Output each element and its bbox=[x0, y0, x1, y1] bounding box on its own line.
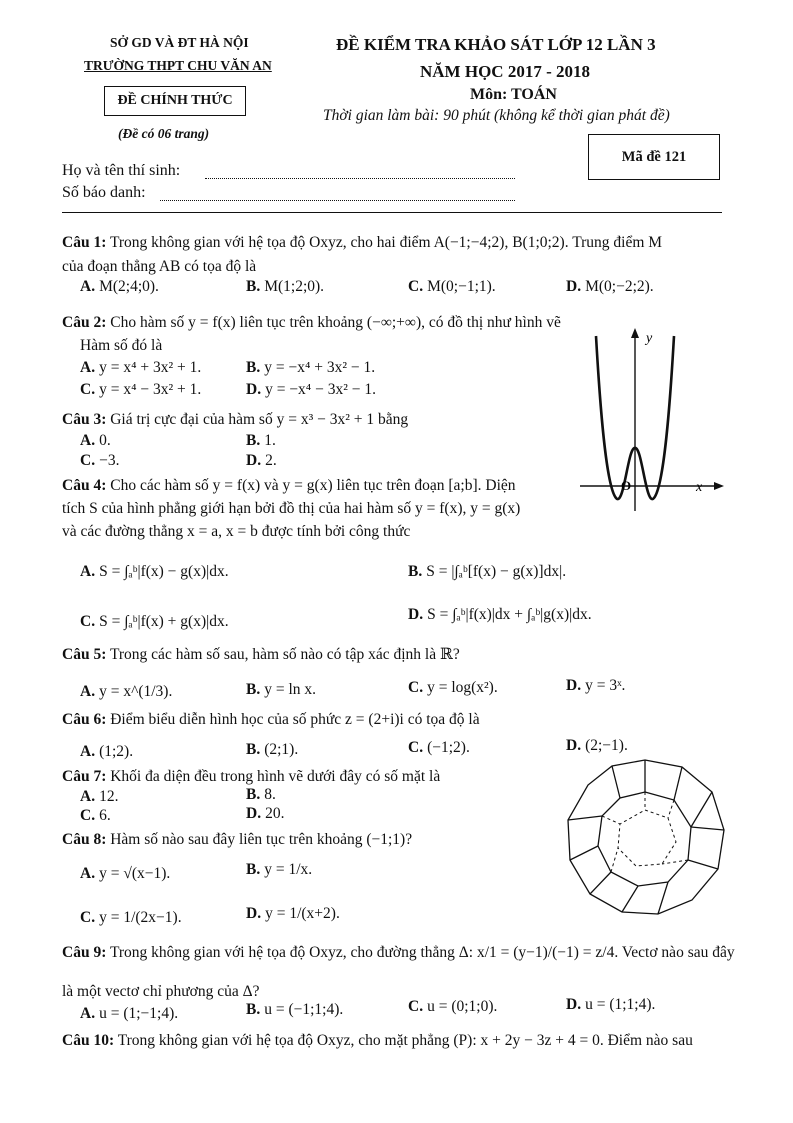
q9-option-b[interactable]: B. u = (−1;1;4). bbox=[246, 1001, 344, 1018]
q1-option-a[interactable]: A. M(2;4;0). bbox=[80, 278, 159, 295]
q5-option-c[interactable]: C. y = log(x²). bbox=[408, 679, 498, 696]
question-3: Câu 3: Giá trị cực đại của hàm số y = x³ − 3x² + 1 bằng bbox=[62, 411, 409, 428]
q4-option-d[interactable]: D. S = ∫ₐᵇ|f(x)|dx + ∫ₐᵇ|g(x)|dx. bbox=[408, 606, 592, 623]
official-exam-box bbox=[104, 86, 246, 116]
q3-option-a[interactable]: A. 0. bbox=[80, 432, 111, 449]
question-1: Câu 1: Trong không gian với hệ tọa độ Oxyz, cho hai điểm A(−1;−4;2), B(1;0;2). Trung điểm M bbox=[62, 234, 663, 251]
q4-option-c[interactable]: C. S = ∫ₐᵇ|f(x) + g(x)|dx. bbox=[80, 613, 229, 630]
school-name: TRƯỜNG THPT CHU VĂN AN bbox=[84, 58, 272, 73]
q6-option-b[interactable]: B. (2;1). bbox=[246, 741, 299, 758]
q5-option-a[interactable]: A. y = x^(1/3). bbox=[80, 683, 173, 700]
exam-code-box bbox=[588, 134, 720, 180]
question-1-cont: của đoạn thẳng AB có tọa độ là bbox=[62, 258, 257, 275]
question-4-cont: tích S của hình phẳng giới hạn bởi đồ thị của hai hàm số y = f(x), y = g(x) bbox=[62, 500, 521, 517]
candidate-id-label: Số báo danh: bbox=[62, 184, 146, 201]
question-2: Câu 2: Cho hàm số y = f(x) liên tục trên khoảng (−∞;+∞), có đồ thị như hình vẽ bbox=[62, 314, 561, 331]
q2-option-a[interactable]: A. y = x⁴ + 3x² + 1. bbox=[80, 359, 202, 376]
q4-option-b[interactable]: B. S = |∫ₐᵇ[f(x) − g(x)]dx|. bbox=[408, 563, 567, 580]
q2-option-c[interactable]: C. y = x⁴ − 3x² + 1. bbox=[80, 381, 202, 398]
time-limit: Thời gian làm bài: 90 phút (không kể thời gian phát đề) bbox=[323, 107, 670, 124]
q7-option-a[interactable]: A. 12. bbox=[80, 788, 119, 805]
school-year: NĂM HỌC 2017 - 2018 bbox=[420, 62, 590, 81]
q4-option-a[interactable]: A. S = ∫ₐᵇ|f(x) − g(x)|dx. bbox=[80, 563, 229, 580]
q5-option-b[interactable]: B. y = ln x. bbox=[246, 681, 317, 698]
q2-option-d[interactable]: D. y = −x⁴ − 3x² − 1. bbox=[246, 381, 376, 398]
q9-option-c[interactable]: C. u = (0;1;0). bbox=[408, 998, 498, 1015]
q1-option-b[interactable]: B. M(1;2;0). bbox=[246, 278, 325, 295]
q6-option-d[interactable]: D. (2;−1). bbox=[566, 737, 628, 754]
candidate-name-field[interactable] bbox=[205, 178, 515, 179]
question-2-cont: Hàm số đó là bbox=[80, 337, 163, 354]
q7-option-c[interactable]: C. 6. bbox=[80, 807, 111, 824]
x-label: x bbox=[696, 480, 703, 495]
q7-option-d[interactable]: D. 20. bbox=[246, 805, 285, 822]
origin-label: O bbox=[621, 478, 632, 493]
q6-option-c[interactable]: C. (−1;2). bbox=[408, 739, 470, 756]
function-graph bbox=[578, 326, 728, 516]
department-name: SỞ GD VÀ ĐT HÀ NỘI bbox=[110, 35, 249, 50]
page-count: (Đề có 06 trang) bbox=[118, 126, 210, 141]
q8-option-b[interactable]: B. y = 1/x. bbox=[246, 861, 313, 878]
dodecahedron-figure bbox=[560, 752, 730, 922]
exam-title: ĐỀ KIỂM TRA KHẢO SÁT LỚP 12 LẦN 3 bbox=[336, 35, 656, 54]
question-9: Câu 9: Trong không gian với hệ tọa độ Oxyz, cho đường thẳng Δ: x/1 = (y−1)/(−1) = z/4. Vectơ nào sau đây bbox=[62, 944, 735, 961]
x-axis-arrow bbox=[714, 482, 724, 490]
q8-option-a[interactable]: A. y = √(x−1). bbox=[80, 865, 171, 882]
q8-option-c[interactable]: C. y = 1/(2x−1). bbox=[80, 909, 182, 926]
question-4-cont2: và các đường thẳng x = a, x = b được tính bởi công thức bbox=[62, 523, 411, 540]
question-8: Câu 8: Hàm số nào sau đây liên tục trên khoảng (−1;1)? bbox=[62, 831, 413, 848]
q9-option-a[interactable]: A. u = (1;−1;4). bbox=[80, 1005, 179, 1022]
subject: Môn: TOÁN bbox=[470, 86, 557, 103]
q3-option-d[interactable]: D. 2. bbox=[246, 452, 277, 469]
q1-option-c[interactable]: C. M(0;−1;1). bbox=[408, 278, 496, 295]
q7-option-b[interactable]: B. 8. bbox=[246, 786, 276, 803]
q6-option-a[interactable]: A. (1;2). bbox=[80, 743, 134, 760]
q3-option-c[interactable]: C. −3. bbox=[80, 452, 120, 469]
q8-option-d[interactable]: D. y = 1/(x+2). bbox=[246, 905, 340, 922]
q2-option-b[interactable]: B. y = −x⁴ + 3x² − 1. bbox=[246, 359, 376, 376]
candidate-name-label: Họ và tên thí sinh: bbox=[62, 162, 181, 179]
exam-code: Mã đề 121 bbox=[621, 149, 687, 165]
question-6: Câu 6: Điểm biểu diễn hình học của số phức z = (2+i)i có tọa độ là bbox=[62, 711, 480, 728]
q9-option-d[interactable]: D. u = (1;1;4). bbox=[566, 996, 656, 1013]
y-label: y bbox=[646, 331, 653, 346]
q3-option-b[interactable]: B. 1. bbox=[246, 432, 276, 449]
q5-option-d[interactable]: D. y = 3ˣ. bbox=[566, 677, 626, 694]
outer-outline bbox=[568, 760, 724, 914]
header-divider bbox=[62, 212, 722, 213]
question-10: Câu 10: Trong không gian với hệ tọa độ Oxyz, cho mặt phẳng (P): x + 2y − 3z + 4 = 0. Điểm nào sau bbox=[62, 1032, 693, 1049]
question-9-cont: là một vectơ chỉ phương của Δ? bbox=[62, 983, 260, 1000]
question-4: Câu 4: Cho các hàm số y = f(x) và y = g(x) liên tục trên đoạn [a;b]. Diện bbox=[62, 477, 516, 494]
question-7: Câu 7: Khối đa diện đều trong hình vẽ dưới đây có số mặt là bbox=[62, 768, 441, 785]
y-axis-arrow bbox=[631, 328, 639, 338]
question-5: Câu 5: Trong các hàm số sau, hàm số nào có tập xác định là ℝ? bbox=[62, 646, 460, 663]
official-exam-label: ĐỀ CHÍNH THỨC bbox=[117, 93, 233, 108]
candidate-id-field[interactable] bbox=[160, 200, 515, 201]
q1-option-d[interactable]: D. M(0;−2;2). bbox=[566, 278, 654, 295]
